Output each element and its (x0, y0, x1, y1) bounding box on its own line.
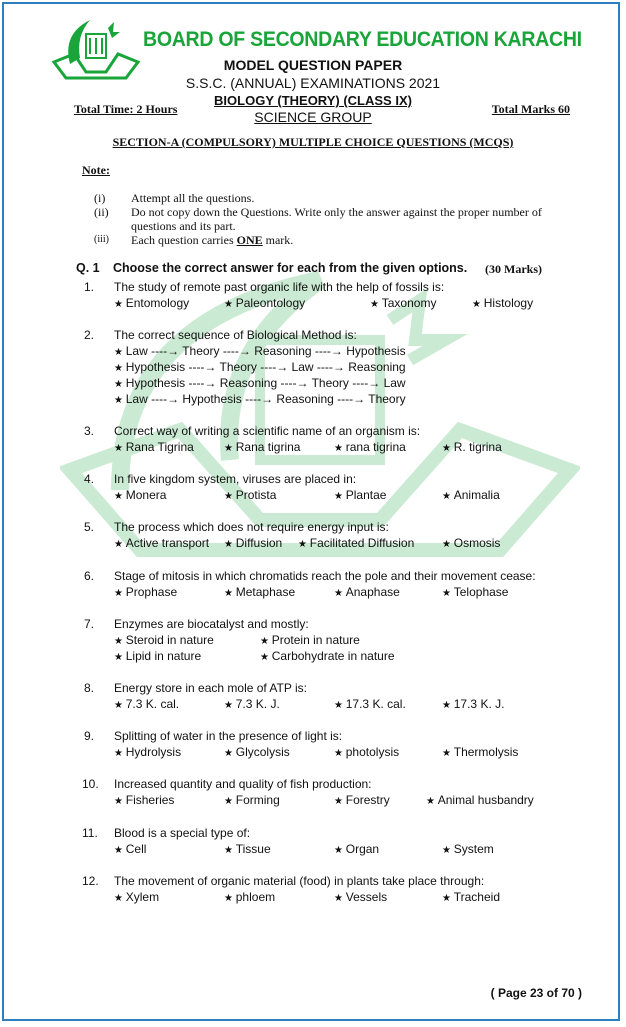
option-c (334, 697, 406, 711)
option-a (114, 890, 159, 904)
total-marks: Total Marks 60 (491, 102, 570, 116)
star-bullet-icon: ★ (114, 379, 126, 390)
option-label: Tracheid (453, 890, 500, 904)
question-number: 4. (84, 472, 95, 486)
option-c (334, 488, 386, 502)
star-bullet-icon: ★ (114, 652, 126, 663)
note-heading: Note: (82, 163, 110, 177)
option-c (334, 890, 387, 904)
option-label: 17.3 K. cal. (345, 697, 406, 711)
option-label: System (453, 842, 494, 856)
option-d (426, 793, 534, 807)
star-bullet-icon: ★ (260, 636, 272, 647)
option-label: Organ (345, 842, 380, 856)
option-b (224, 536, 282, 550)
total-time: Total Time: 2 Hours (74, 102, 178, 116)
option-label: Vessels (345, 890, 388, 904)
option-d (114, 392, 406, 406)
option-a (114, 440, 194, 454)
star-bullet-icon: ★ (114, 395, 126, 406)
star-bullet-icon: ★ (224, 539, 236, 550)
note-3-num: (iii) (94, 234, 109, 245)
option-label: Monera (125, 488, 167, 502)
star-bullet-icon: ★ (442, 893, 454, 904)
option-c (334, 745, 399, 759)
star-bullet-icon: ★ (114, 363, 126, 374)
option-label: Rana Tigrina (125, 440, 194, 454)
star-bullet-icon: ★ (224, 796, 236, 807)
star-bullet-icon: ★ (472, 299, 484, 310)
exam-title: S.S.C. (ANNUAL) EXAMINATIONS 2021 (185, 75, 441, 91)
star-bullet-icon: ★ (442, 588, 454, 599)
option-c (298, 536, 414, 550)
option-label: Prophase (125, 585, 178, 599)
option-label: Forestry (345, 793, 390, 807)
option-b (224, 745, 290, 759)
star-bullet-icon: ★ (114, 539, 126, 550)
question-number: 11. (82, 826, 98, 840)
option-label: Metaphase (235, 585, 296, 599)
star-bullet-icon: ★ (334, 893, 346, 904)
option-b (114, 360, 406, 374)
option-label: Xylem (125, 890, 160, 904)
question-number: 10. (82, 777, 99, 791)
option-label: Telophase (453, 585, 509, 599)
star-bullet-icon: ★ (334, 588, 346, 599)
question-number: Q. 1 (76, 261, 100, 275)
question-number: 5. (84, 520, 95, 534)
option-a (114, 296, 189, 310)
option-label: Anaphase (345, 585, 400, 599)
star-bullet-icon: ★ (442, 700, 454, 711)
question-text: The correct sequence of Biological Method is: (114, 328, 357, 342)
board-title: BOARD OF SECONDARY EDUCATION KARACHI (143, 28, 582, 51)
option-b (224, 488, 276, 502)
option-d (442, 440, 502, 454)
option-label: Plantae (345, 488, 387, 502)
option-label: Histology (483, 296, 534, 310)
option-label: phloem (235, 890, 276, 904)
option-label: Carbohydrate in nature (271, 649, 395, 663)
question-number: 9. (84, 729, 95, 743)
option-c (370, 296, 436, 310)
star-bullet-icon: ★ (334, 443, 346, 454)
note-2-num: (ii) (94, 205, 109, 219)
question-text: Splitting of water in the presence of light is: (114, 729, 343, 743)
option-label: Paleontology (235, 296, 306, 310)
option-c (114, 649, 201, 663)
option-label: Lipid in nature (125, 649, 202, 663)
option-label: Protein in nature (271, 633, 360, 647)
option-label: Active transport (125, 536, 210, 550)
option-label: Hydrolysis (125, 745, 182, 759)
option-d (442, 842, 494, 856)
option-d (442, 536, 500, 550)
option-label: Facilitated Diffusion (309, 536, 415, 550)
question-number: 3. (84, 424, 95, 438)
star-bullet-icon: ★ (426, 796, 438, 807)
option-label: Glycolysis (235, 745, 290, 759)
option-label: Forming (235, 793, 280, 807)
option-label: Tissue (235, 842, 271, 856)
star-bullet-icon: ★ (370, 299, 382, 310)
option-a (114, 745, 181, 759)
star-bullet-icon: ★ (224, 588, 236, 599)
option-label: Animalia (453, 488, 500, 502)
option-c (334, 793, 390, 807)
star-bullet-icon: ★ (114, 845, 126, 856)
star-bullet-icon: ★ (114, 347, 126, 358)
option-label: Hypothesis ----→ Theory ----→ Law ----→ Reasoning (125, 360, 406, 374)
star-bullet-icon: ★ (224, 893, 236, 904)
option-label: Law ----→ Hypothesis ----→ Reasoning ----→ Theory (125, 392, 406, 406)
question-number: 7. (84, 617, 95, 631)
page-number: ( Page 23 of 70 ) (490, 986, 582, 1000)
star-bullet-icon: ★ (224, 748, 236, 759)
option-label: Diffusion (235, 536, 283, 550)
star-bullet-icon: ★ (224, 443, 236, 454)
option-a (114, 344, 406, 358)
question-number: 8. (84, 681, 95, 695)
option-b (224, 793, 280, 807)
option-label: 7.3 K. cal. (125, 697, 180, 711)
option-a (114, 633, 214, 647)
option-b (224, 585, 295, 599)
question-number: 6. (84, 569, 95, 583)
section-title: SECTION-A (COMPULSORY) MULTIPLE CHOICE QUESTIONS (MCQS) (112, 135, 514, 149)
question-text: Energy store in each mole of ATP is: (114, 681, 307, 695)
star-bullet-icon: ★ (114, 748, 126, 759)
option-b (224, 440, 300, 454)
star-bullet-icon: ★ (114, 299, 126, 310)
option-c (334, 842, 379, 856)
option-label: 17.3 K. J. (453, 697, 505, 711)
star-bullet-icon: ★ (114, 893, 126, 904)
option-label: Thermolysis (453, 745, 519, 759)
option-d (260, 649, 395, 663)
star-bullet-icon: ★ (114, 443, 126, 454)
question-text: In five kingdom system, viruses are placed in: (114, 472, 357, 486)
star-bullet-icon: ★ (442, 491, 454, 502)
star-bullet-icon: ★ (114, 796, 126, 807)
option-c (114, 376, 406, 390)
star-bullet-icon: ★ (442, 539, 454, 550)
star-bullet-icon: ★ (334, 748, 346, 759)
option-b (224, 890, 275, 904)
star-bullet-icon: ★ (334, 845, 346, 856)
paper-title: MODEL QUESTION PAPER (223, 57, 403, 73)
question-number: 1. (84, 280, 95, 294)
subject-title: BIOLOGY (THEORY) (CLASS IX) (214, 93, 412, 108)
option-b (224, 697, 280, 711)
option-d (472, 296, 533, 310)
option-label: Protista (235, 488, 277, 502)
question-marks: (30 Marks) (485, 262, 542, 276)
option-label: Osmosis (453, 536, 501, 550)
star-bullet-icon: ★ (114, 588, 126, 599)
question-instruction: Choose the correct answer for each from the given options. (113, 261, 468, 275)
option-c (334, 585, 400, 599)
option-d (442, 890, 500, 904)
option-label: Law ----→ Theory ----→ Reasoning ----→ Hypothesis (125, 344, 406, 358)
question-text: Enzymes are biocatalyst and mostly: (114, 617, 309, 631)
option-b (260, 633, 360, 647)
star-bullet-icon: ★ (442, 845, 454, 856)
option-a (114, 697, 179, 711)
option-label: Hypothesis ----→ Reasoning ----→ Theory ----→ Law (125, 376, 406, 390)
option-label: Animal husbandry (437, 793, 534, 807)
option-a (114, 793, 174, 807)
star-bullet-icon: ★ (260, 652, 272, 663)
option-label: Taxonomy (381, 296, 437, 310)
star-bullet-icon: ★ (334, 796, 346, 807)
note-2-text-cont: questions and its part. (131, 219, 236, 233)
option-label: Entomology (125, 296, 190, 310)
question-text: The study of remote past organic life with the help of fossils is: (114, 280, 445, 294)
star-bullet-icon: ★ (114, 700, 126, 711)
star-bullet-icon: ★ (224, 845, 236, 856)
option-label: 7.3 K. J. (235, 697, 280, 711)
option-d (442, 697, 504, 711)
star-bullet-icon: ★ (442, 748, 454, 759)
star-bullet-icon: ★ (224, 491, 236, 502)
star-bullet-icon: ★ (298, 539, 310, 550)
question-text: Correct way of writing a scientific name of an organism is: (114, 424, 421, 438)
option-b (224, 296, 305, 310)
option-d (442, 488, 500, 502)
option-label: rana tigrina (345, 440, 406, 454)
question-number: 12. (82, 874, 99, 888)
question-text: The process which does not require energy input is: (114, 520, 389, 534)
group-title: SCIENCE GROUP (254, 109, 372, 125)
question-text: Blood is a special type of: (114, 826, 251, 840)
option-a (114, 842, 146, 856)
option-d (442, 585, 508, 599)
question-number: 2. (84, 328, 95, 342)
star-bullet-icon: ★ (224, 700, 236, 711)
note-3-text: Each question carries ONE mark. (131, 233, 294, 247)
option-a (114, 488, 166, 502)
star-bullet-icon: ★ (442, 443, 454, 454)
option-label: photolysis (345, 745, 400, 759)
question-text: The movement of organic material (food) in plants take place through: (114, 874, 485, 888)
option-a (114, 585, 177, 599)
option-b (224, 842, 271, 856)
star-bullet-icon: ★ (334, 700, 346, 711)
option-label: Rana tigrina (235, 440, 301, 454)
note-1-num: (i) (94, 191, 106, 205)
option-c (334, 440, 406, 454)
question-text: Stage of mitosis in which chromatids reach the pole and their movement cease: (114, 569, 536, 583)
star-bullet-icon: ★ (334, 491, 346, 502)
option-d (442, 745, 518, 759)
option-label: Cell (125, 842, 147, 856)
question-text: Increased quantity and quality of fish production: (114, 777, 372, 791)
star-bullet-icon: ★ (114, 491, 126, 502)
option-label: Fisheries (125, 793, 175, 807)
option-label: Steroid in nature (125, 633, 214, 647)
option-a (114, 536, 209, 550)
note-1-text: Attempt all the questions. (131, 191, 255, 205)
star-bullet-icon: ★ (114, 636, 126, 647)
star-bullet-icon: ★ (224, 299, 236, 310)
option-label: R. tigrina (453, 440, 502, 454)
note-2-text: Do not copy down the Questions. Write only the answer against the proper number of (131, 205, 542, 219)
